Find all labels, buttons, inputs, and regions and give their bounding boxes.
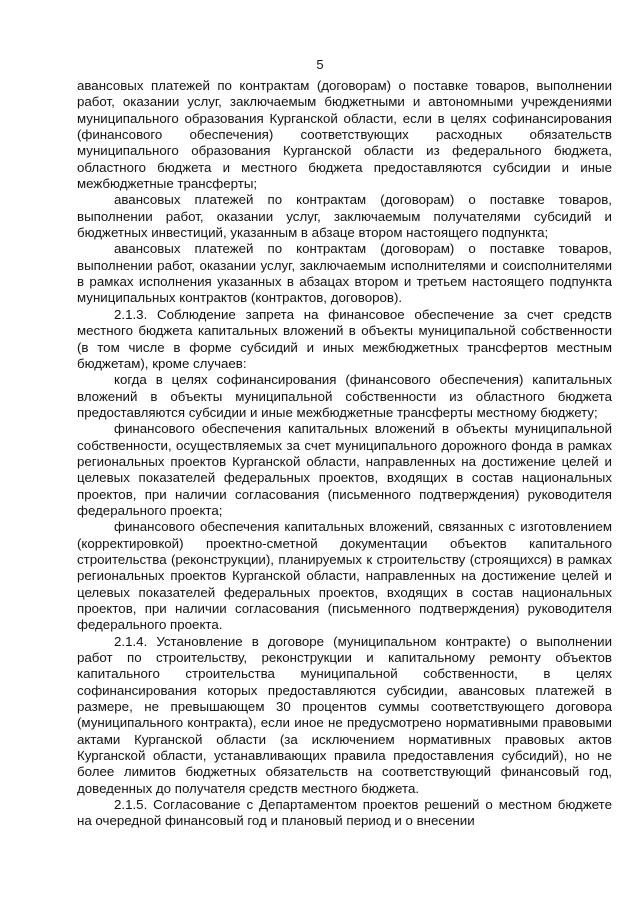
paragraph: авансовых платежей по контрактам (договорам) о поставке товаров, выполнении работ, оказании услуг, заключаемым исполнителями и соисполнителями в рамках исполнения указанных в абзацах втором и третьем настоящего подпункта муниципальных контрактов (контрактов, договоров).	[77, 241, 612, 306]
paragraph-clause-2-1-4: 2.1.4. Установление в договоре (муниципальном контракте) о выполнении работ по строительству, реконструкции и капитальному ремонту объектов капитального строительства муниципальной собственности, в целях софинансирования которых предоставляются субсидии, авансовых платежей в размере, не превышающем 30 процентов суммы соответствующего договора (муниципального контракта), если иное не предусмотрено нормативными правовыми актами Курганской области (за исключением нормативных правовых актов Курганской области, устанавливающих правила предоставления субсидий), но не более лимитов бюджетных обязательств на соответствующий финансовый год, доведенных до получателя средств местного бюджета.	[77, 633, 612, 796]
paragraph: когда в целях софинансирования (финансового обеспечения) капитальных вложений в объекты муниципальной собственности из областного бюджета предоставляются субсидии и иные межбюджетные трансферты местному бюджету;	[77, 372, 612, 420]
paragraph-clause-2-1-3: 2.1.3. Соблюдение запрета на финансовое обеспечение за счет средств местного бюджета капитальных вложений в объекты муниципальной собственности (в том числе в форме субсидий и иных межбюджетных трансфертов местным бюджетам), кроме случаев:	[77, 306, 612, 371]
paragraph-clause-2-1-5: 2.1.5. Согласование с Департаментом проектов решений о местном бюджете на очередной финансовый год и плановый период и о внесении	[77, 797, 612, 829]
paragraph: финансового обеспечения капитальных вложений, связанных с изготовлением (корректировкой) проектно-сметной документации объектов капитального строительства (реконструкции), планируемых к строительству (строящихся) в рамках региональных проектов Курганской области, направленных на достижение целей и целевых показателей федеральных проектов, входящих в состав национальных проектов, при наличии согласования (письменного подтверждения) руководителя федерального проекта.	[77, 519, 612, 633]
page-number: 5	[316, 57, 324, 72]
paragraph: финансового обеспечения капитальных вложений в объекты муниципальной собственности, осуществляемых за счет муниципального дорожного фонда в рамках региональных проектов Курганской области, направленных на достижение целей и целевых показателей федеральных проектов, входящих в состав национальных проектов, при наличии согласования (письменного подтверждения) руководителя федерального проекта;	[77, 421, 612, 518]
paragraph: авансовых платежей по контрактам (договорам) о поставке товаров, выполнении работ, оказании услуг, заключаемым получателями субсидий и бюджетных инвестиций, указанным в абзаце втором настоящего подпункта;	[77, 192, 612, 241]
paragraph: авансовых платежей по контрактам (договорам) о поставке товаров, выполнении работ, оказании услуг, заключаемым бюджетными и автономными учреждениями муниципального образования Курганской области, если в целях софинансирования (финансового обеспечения) соответствующих расходных обязательств муниципального образования Курганской области из федерального бюджета, областного бюджета и местного бюджета предоставляются субсидии и иные межбюджетные трансферты;	[77, 78, 612, 192]
document-body	[77, 78, 612, 830]
